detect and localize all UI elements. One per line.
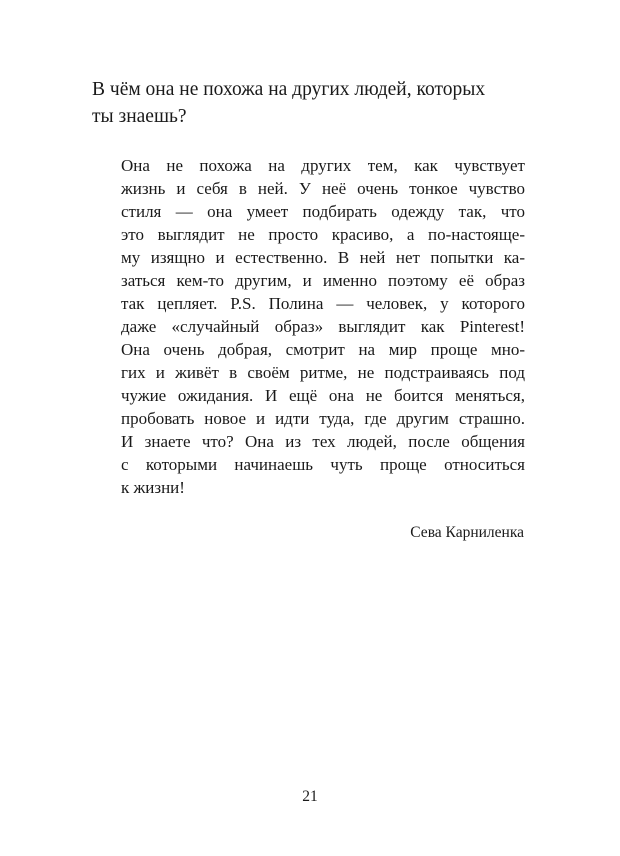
answer-line: это выглядит не просто красиво, а по-настояще-	[121, 225, 525, 244]
answer-line: так цепляет. P.S. Полина — человек, у которого	[121, 294, 525, 313]
answer-line: к жизни!	[121, 478, 185, 497]
question-line: В чём она не похожа на других людей, которых	[92, 79, 486, 100]
answer-line: стиля — она умеет подбирать одежду так, что	[121, 202, 525, 221]
answer-line: Она не похожа на других тем, как чувствует	[121, 156, 525, 175]
answer-paragraph	[121, 154, 525, 499]
answer-line: пробовать новое и идти туда, где другим страшно.	[121, 409, 525, 428]
question-line: ты знаешь?	[92, 106, 187, 127]
author-signature: Сева Карниленка	[410, 524, 524, 541]
answer-line: гих и живёт в своём ритме, не подстраиваясь под	[121, 363, 525, 382]
page-number: 21	[302, 788, 318, 805]
question-heading	[92, 76, 532, 130]
answer-line: чужие ожидания. И ещё она не боится меняться,	[121, 386, 525, 405]
answer-line: даже «случайный образ» выглядит как Pinterest!	[121, 317, 525, 336]
answer-line: жизнь и себя в ней. У неё очень тонкое чувство	[121, 179, 525, 198]
answer-line: И знаете что? Она из тех людей, после общения	[121, 432, 525, 451]
answer-line: заться кем-то другим, и именно поэтому её образ	[121, 271, 525, 290]
answer-line: Она очень добрая, смотрит на мир проще мно-	[121, 340, 525, 359]
answer-line: с которыми начинаешь чуть проще относиться	[121, 455, 525, 474]
answer-line: му изящно и естественно. В ней нет попытки ка-	[121, 248, 525, 267]
